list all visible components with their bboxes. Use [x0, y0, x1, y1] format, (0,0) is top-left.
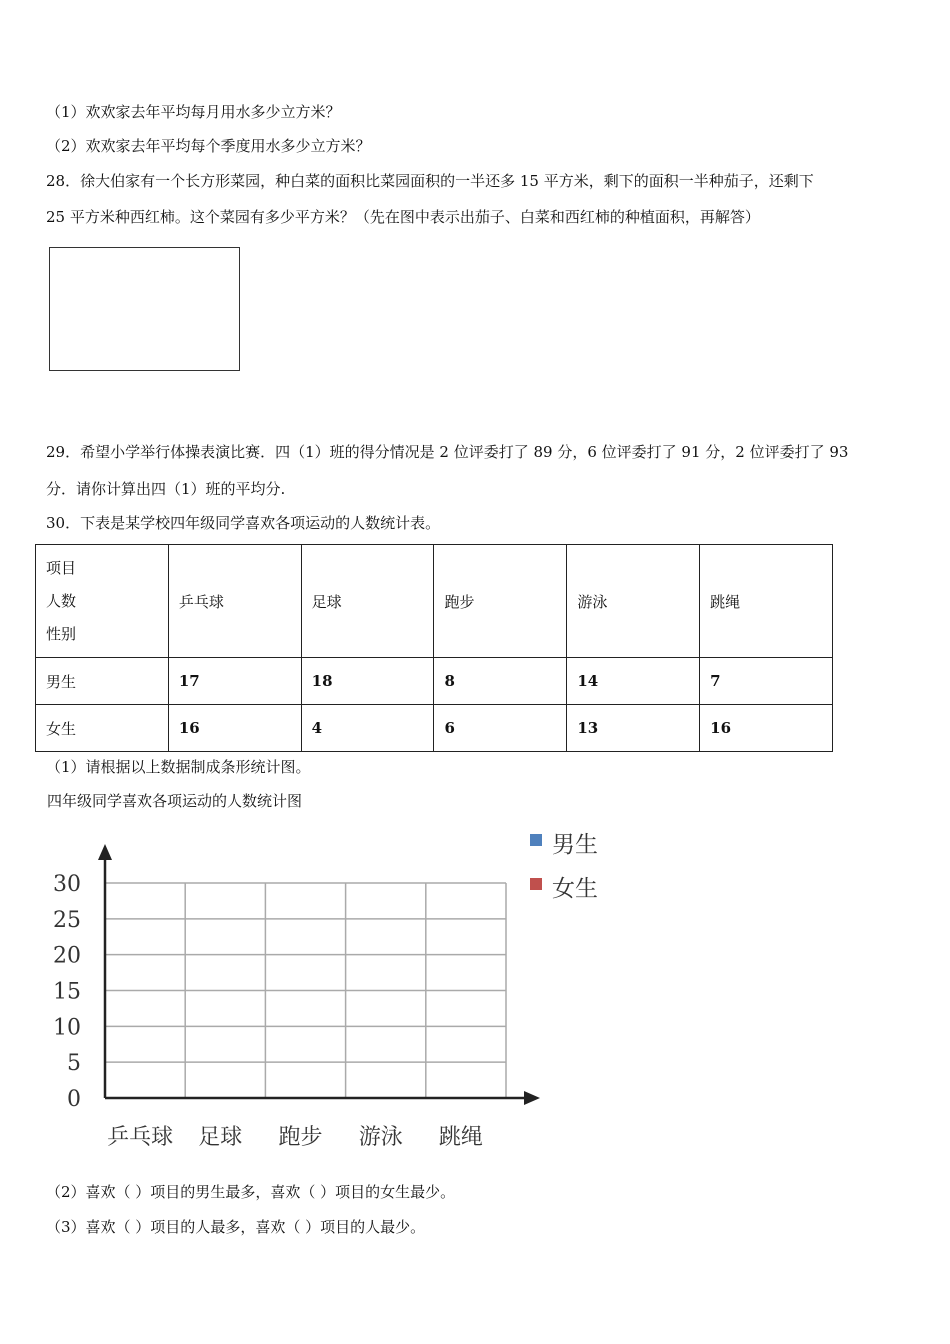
y-axis-arrow-icon [98, 844, 112, 860]
corner-label-count: 人数 [46, 591, 77, 610]
cell-value: 18 [301, 658, 434, 705]
q28-text-line2: 25 平方米种西红柿。这个菜园有多少平方米？（先在图中表示出茄子、白菜和西红柿的种植面积，再解答） [46, 208, 760, 226]
q29-text-line2: 分．请你计算出四（1）班的平均分. [46, 480, 286, 498]
row-label-boys: 男生 [36, 658, 169, 705]
table-header-row [36, 545, 833, 658]
x-category-label: 乒乓球 [107, 1125, 174, 1150]
chart-title: 四年级同学喜欢各项运动的人数统计图 [47, 792, 303, 810]
legend-label: 女生 [552, 876, 598, 902]
cell-value: 6 [434, 705, 567, 752]
x-category-label: 足球 [198, 1125, 243, 1150]
corner-cell [36, 545, 169, 658]
q28-text-line1: 28．徐大伯家有一个长方形菜园，种白菜的面积比菜园面积的一半还多 15 平方米，剩下的面积一半种茄子，还剩下 [46, 172, 814, 190]
y-tick-label: 15 [53, 979, 81, 1005]
x-category-label: 跑步 [278, 1125, 323, 1150]
table-row-boys [36, 658, 833, 705]
q27-part1: （1）欢欢家去年平均每月用水多少立方米？ [46, 103, 341, 121]
cell-value: 4 [301, 705, 434, 752]
cell-value: 16 [700, 705, 833, 752]
q29-text-line1: 29．希望小学举行体操表演比赛．四（1）班的得分情况是 2 位评委打了 89 分，6 位评委打了 91 分，2 位评委打了 93 [46, 443, 849, 461]
table-row-girls [36, 705, 833, 752]
cell-value: 13 [567, 705, 700, 752]
y-tick-label: 0 [67, 1087, 81, 1112]
cell-value: 8 [434, 658, 567, 705]
sports-stats-table [35, 544, 833, 752]
garden-rectangle[interactable] [49, 247, 240, 371]
legend-swatch [530, 834, 542, 846]
header-football: 足球 [301, 545, 434, 658]
header-pingpong: 乒乓球 [168, 545, 301, 658]
q30-part3: （3）喜欢（ ）项目的人最多，喜欢（ ）项目的人最少。 [46, 1218, 426, 1236]
q30-part1: （1）请根据以上数据制成条形统计图。 [46, 758, 311, 776]
y-tick-label: 30 [53, 872, 81, 897]
y-tick-label: 10 [53, 1015, 81, 1041]
x-category-label: 跳绳 [438, 1125, 483, 1150]
cell-value: 16 [168, 705, 301, 752]
y-tick-label: 20 [53, 943, 81, 969]
cell-value: 7 [700, 658, 833, 705]
cell-value: 17 [168, 658, 301, 705]
header-swimming: 游泳 [567, 545, 700, 658]
legend-label: 男生 [552, 832, 598, 858]
x-category-label: 游泳 [358, 1125, 403, 1150]
cell-value: 14 [567, 658, 700, 705]
corner-label-gender: 性别 [46, 624, 77, 643]
x-axis-arrow-icon [524, 1091, 540, 1105]
bar-chart-grid[interactable] [40, 822, 620, 1162]
legend-swatch [530, 878, 542, 890]
y-tick-label: 25 [53, 907, 81, 933]
q27-part2: （2）欢欢家去年平均每个季度用水多少立方米？ [46, 137, 371, 155]
q30-part2: （2）喜欢（ ）项目的男生最多，喜欢（ ）项目的女生最少。 [46, 1183, 456, 1201]
header-rope: 跳绳 [700, 545, 833, 658]
q30-text: 30．下表是某学校四年级同学喜欢各项运动的人数统计表。 [46, 514, 441, 532]
corner-label-item: 项目 [46, 558, 77, 577]
row-label-girls: 女生 [36, 705, 169, 752]
header-running: 跑步 [434, 545, 567, 658]
y-tick-label: 5 [67, 1051, 81, 1077]
